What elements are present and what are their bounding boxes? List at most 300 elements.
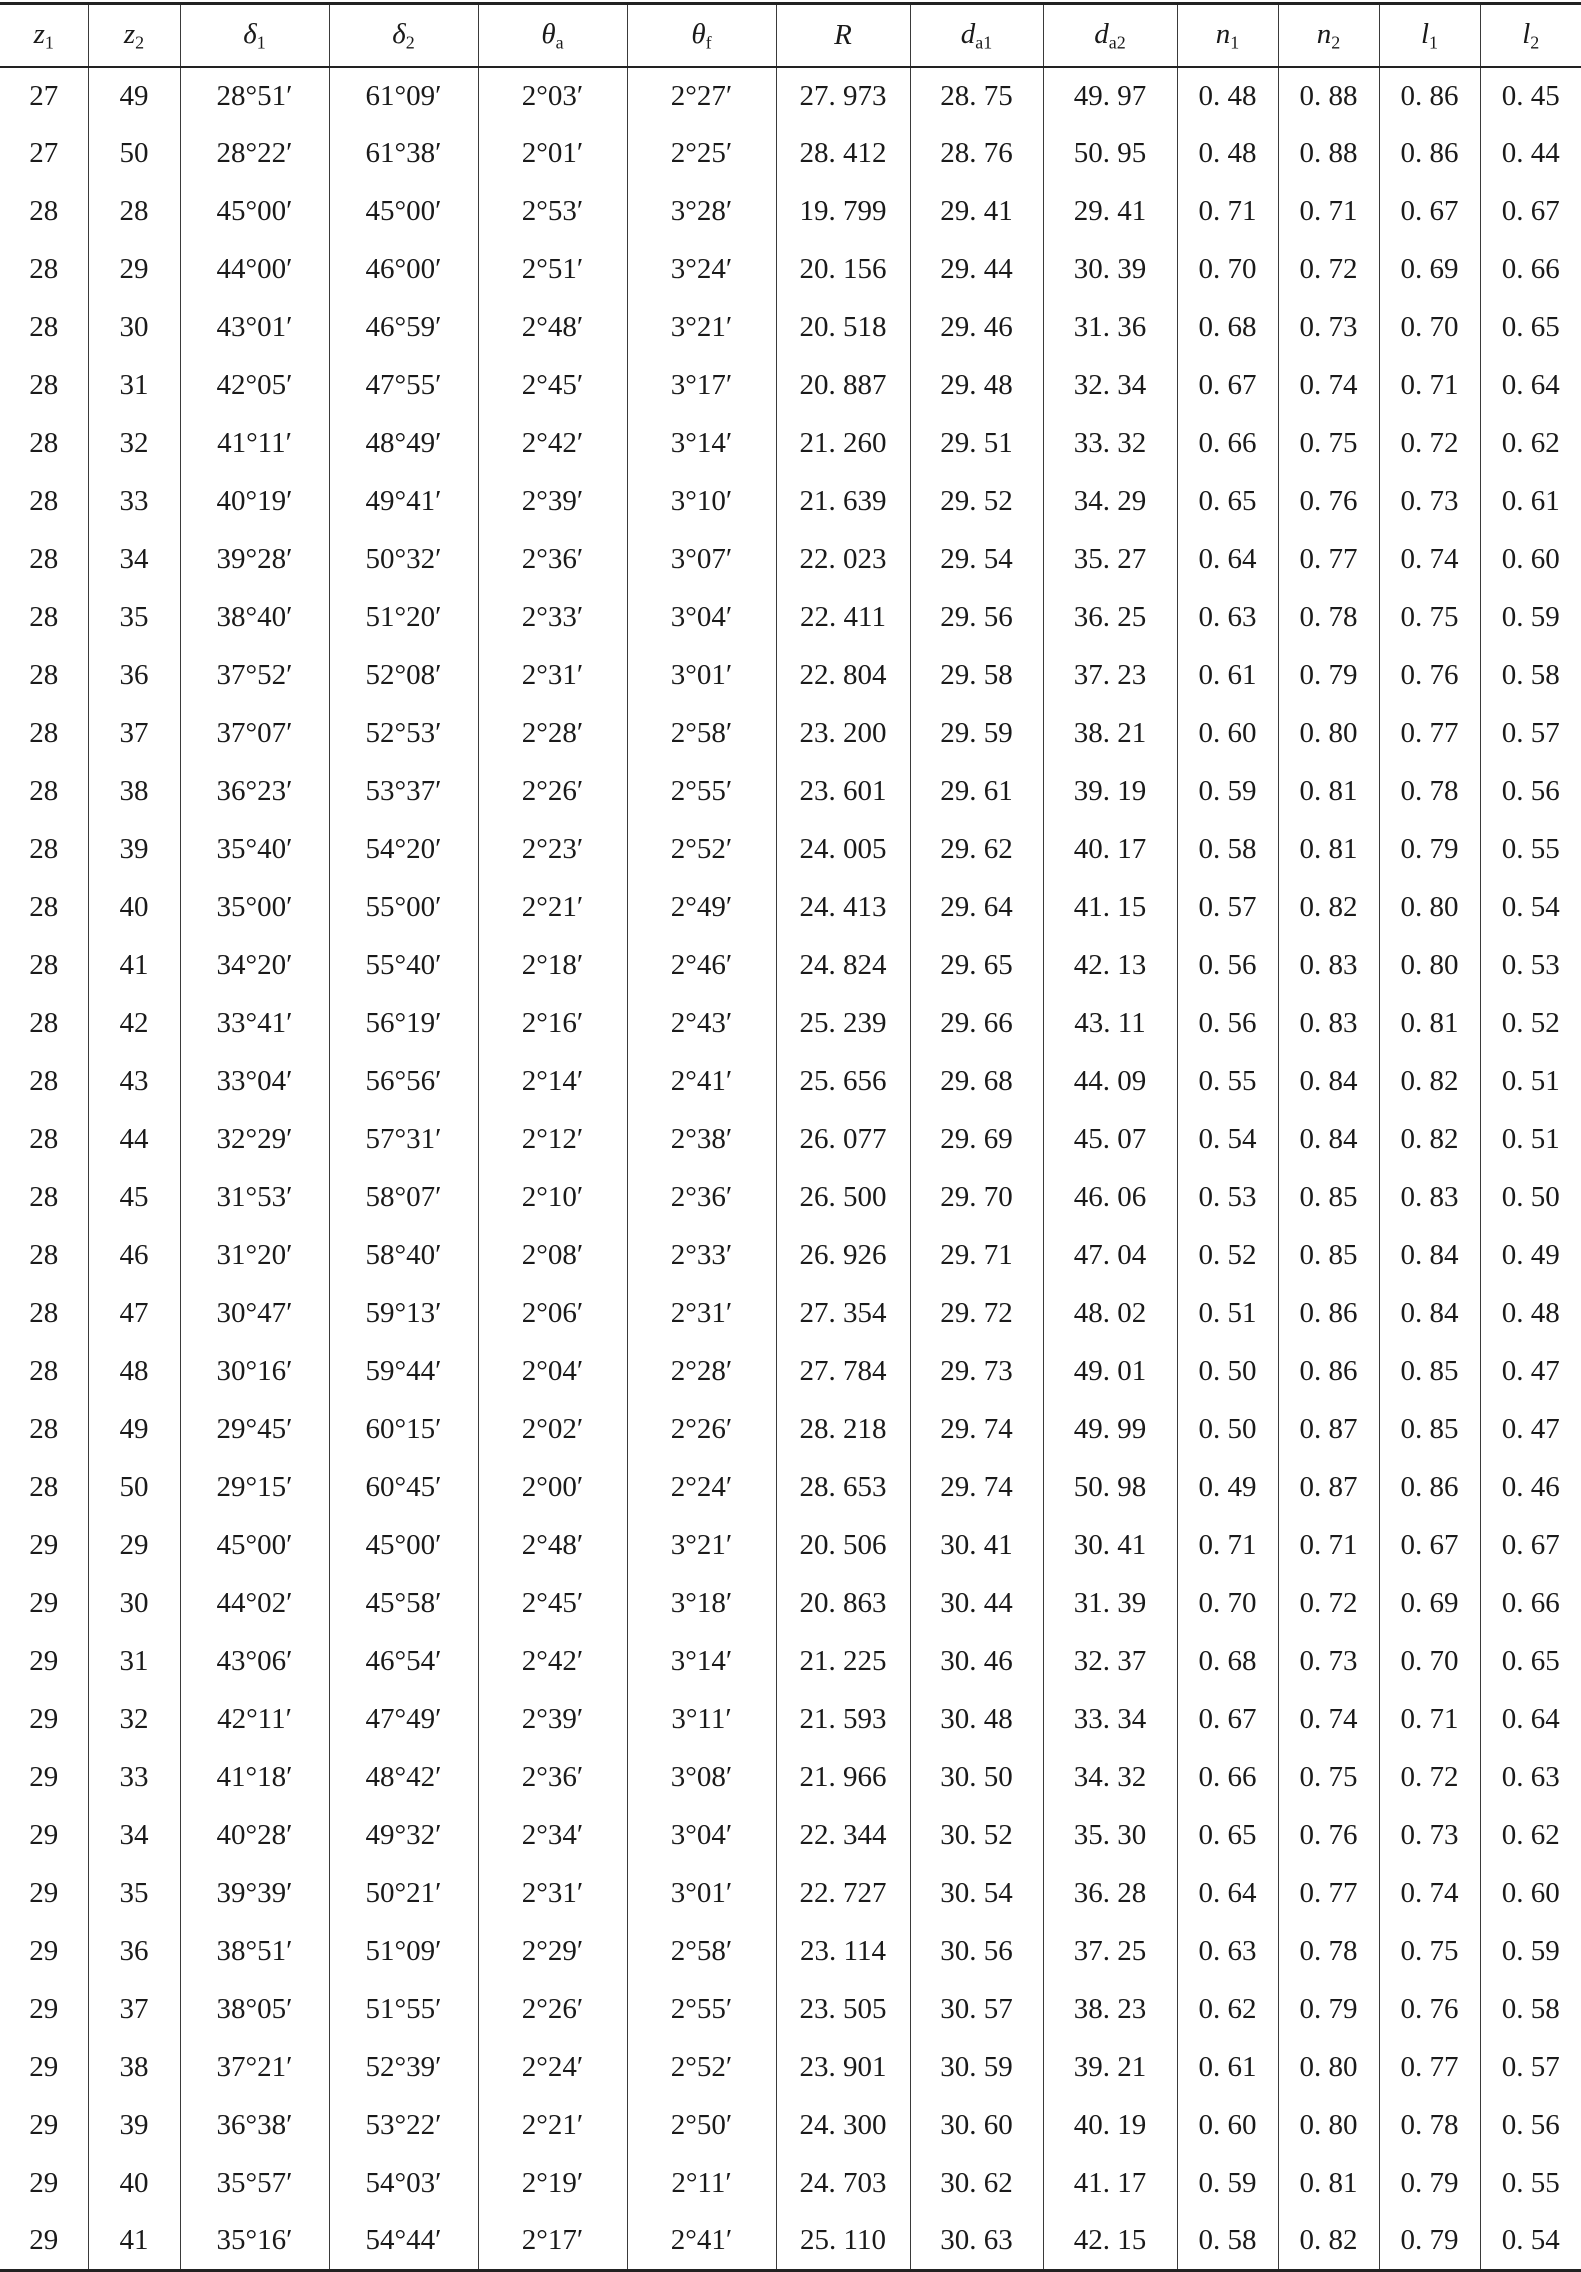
table-cell: 28 (29, 659, 59, 691)
column-symbol: δ (392, 17, 406, 50)
table-cell: 27 (29, 79, 59, 112)
table-cell: 52°39′ (329, 2039, 478, 2097)
column-symbol: d (1094, 17, 1109, 50)
table-cell: 0. 59 (1177, 763, 1278, 821)
table-cell: 0. 83 (1379, 1169, 1480, 1227)
table-cell: 50 (88, 1459, 180, 1517)
table-cell: 0. 85 (1278, 1227, 1379, 1285)
table-cell: 2°26′ (627, 1401, 776, 1459)
table-cell: 29. 71 (910, 1227, 1043, 1285)
table-cell: 0. 51 (1177, 1285, 1278, 1343)
table-cell: 30. 41 (1043, 1517, 1177, 1575)
table-cell: 29 (29, 1935, 59, 1967)
table-cell: 3°24′ (627, 241, 776, 299)
column-subscript: a (555, 31, 564, 52)
table-cell: 2°21′ (478, 879, 627, 937)
table-cell: 23. 114 (776, 1923, 910, 1981)
table-cell: 30 (88, 299, 180, 357)
table-cell: 38 (88, 763, 180, 821)
table-cell: 0. 58 (1480, 647, 1581, 705)
table-cell: 42°11′ (180, 1691, 329, 1749)
table-cell: 0. 88 (1278, 67, 1379, 125)
table-cell: 0. 56 (1177, 995, 1278, 1053)
column-symbol: z (33, 17, 45, 50)
table-cell: 2°39′ (478, 1691, 627, 1749)
table-cell: 2°55′ (627, 763, 776, 821)
table-cell: 0. 55 (1480, 821, 1581, 879)
table-cell: 3°04′ (627, 589, 776, 647)
table-cell: 2°58′ (627, 705, 776, 763)
table-row (0, 299, 1581, 357)
table-cell: 25. 239 (776, 995, 910, 1053)
table-row (0, 2213, 1581, 2271)
table-cell: 48. 02 (1043, 1285, 1177, 1343)
table-cell: 44 (88, 1111, 180, 1169)
table-cell: 0. 85 (1379, 1343, 1480, 1401)
table-cell: 21. 260 (776, 415, 910, 473)
table-cell: 39°28′ (180, 531, 329, 589)
table-cell: 0. 71 (1278, 1517, 1379, 1575)
table-cell: 0. 77 (1379, 705, 1480, 763)
table-cell: 3°10′ (627, 473, 776, 531)
table-cell: 35 (88, 589, 180, 647)
table-cell: 47 (88, 1285, 180, 1343)
table-cell: 2°39′ (478, 473, 627, 531)
table-cell: 0. 73 (1278, 299, 1379, 357)
table-row (0, 1459, 1581, 1517)
table-row (0, 647, 1581, 705)
table-cell: 49. 99 (1043, 1401, 1177, 1459)
table-cell: 0. 71 (1177, 183, 1278, 241)
table-cell: 50°21′ (329, 1865, 478, 1923)
table-cell: 29 (29, 2051, 59, 2083)
table-cell: 0. 64 (1177, 1865, 1278, 1923)
column-header (478, 4, 627, 67)
table-cell: 24. 300 (776, 2097, 910, 2155)
table-cell: 29. 65 (910, 937, 1043, 995)
table-cell: 0. 53 (1480, 937, 1581, 995)
table-cell: 0. 84 (1379, 1227, 1480, 1285)
table-cell: 54°03′ (329, 2155, 478, 2213)
table-cell: 58°07′ (329, 1169, 478, 1227)
table-row (0, 1923, 1581, 1981)
table-cell: 40 (88, 879, 180, 937)
table-cell: 31 (88, 1633, 180, 1691)
table-cell: 3°08′ (627, 1749, 776, 1807)
table-cell: 35. 30 (1043, 1807, 1177, 1865)
table-cell: 27 (29, 137, 59, 169)
table-cell: 0. 46 (1480, 1459, 1581, 1517)
table-cell: 29. 66 (910, 995, 1043, 1053)
table-row (0, 473, 1581, 531)
table-cell: 0. 71 (1379, 1691, 1480, 1749)
table-cell: 45°00′ (180, 1517, 329, 1575)
table-cell: 0. 80 (1379, 937, 1480, 995)
column-subscript: 2 (1331, 31, 1341, 52)
table-cell: 0. 48 (1177, 67, 1278, 125)
table-cell: 28 (29, 833, 59, 865)
table-cell: 23. 505 (776, 1981, 910, 2039)
table-row (0, 125, 1581, 183)
table-cell: 0. 76 (1278, 473, 1379, 531)
table-cell: 0. 63 (1480, 1749, 1581, 1807)
table-cell: 0. 49 (1177, 1459, 1278, 1517)
table-cell: 43°01′ (180, 299, 329, 357)
table-cell: 22. 023 (776, 531, 910, 589)
table-cell: 0. 70 (1177, 241, 1278, 299)
table-cell: 0. 73 (1379, 1807, 1480, 1865)
table-cell: 2°58′ (627, 1923, 776, 1981)
table-cell: 0. 86 (1379, 125, 1480, 183)
table-cell: 3°01′ (627, 647, 776, 705)
table-cell: 30. 59 (910, 2039, 1043, 2097)
table-cell: 0. 70 (1177, 1575, 1278, 1633)
table-cell: 39 (88, 821, 180, 879)
table-cell: 0. 73 (1379, 473, 1480, 531)
table-cell: 42. 13 (1043, 937, 1177, 995)
column-header (0, 4, 88, 67)
table-cell: 30. 60 (910, 2097, 1043, 2155)
table-cell: 0. 74 (1278, 357, 1379, 415)
table-cell: 25. 656 (776, 1053, 910, 1111)
column-symbol: l (1420, 17, 1430, 50)
table-cell: 20. 887 (776, 357, 910, 415)
table-cell: 55°40′ (329, 937, 478, 995)
table-cell: 25. 110 (776, 2213, 910, 2271)
table-row (0, 241, 1581, 299)
table-cell: 2°00′ (478, 1459, 627, 1517)
table-cell: 0. 71 (1379, 357, 1480, 415)
table-cell: 0. 80 (1278, 2097, 1379, 2155)
table-cell: 0. 59 (1177, 2155, 1278, 2213)
table-row (0, 879, 1581, 937)
table-cell: 0. 65 (1177, 473, 1278, 531)
table-cell: 40°19′ (180, 473, 329, 531)
table-cell: 34°20′ (180, 937, 329, 995)
table-cell: 0. 75 (1379, 589, 1480, 647)
table-cell: 32°29′ (180, 1111, 329, 1169)
table-cell: 33°41′ (180, 995, 329, 1053)
table-cell: 40 (88, 2155, 180, 2213)
table-cell: 38°05′ (180, 1981, 329, 2039)
table-cell: 60°45′ (329, 1459, 478, 1517)
table-cell: 28 (29, 1123, 59, 1155)
table-cell: 0. 67 (1177, 357, 1278, 415)
table-cell: 0. 70 (1379, 1633, 1480, 1691)
table-cell: 39 (88, 2097, 180, 2155)
table-cell: 2°45′ (478, 1575, 627, 1633)
table-cell: 0. 85 (1379, 1401, 1480, 1459)
table-cell: 2°04′ (478, 1343, 627, 1401)
table-cell: 0. 81 (1278, 2155, 1379, 2213)
table-cell: 0. 57 (1480, 2039, 1581, 2097)
table-cell: 29 (29, 2109, 59, 2141)
table-cell: 2°36′ (478, 1749, 627, 1807)
table-cell: 24. 703 (776, 2155, 910, 2213)
table-cell: 39. 21 (1043, 2039, 1177, 2097)
table-cell: 29 (0, 2213, 88, 2271)
table-cell: 0. 65 (1177, 1807, 1278, 1865)
table-cell: 31 (88, 357, 180, 415)
table-cell: 37°07′ (180, 705, 329, 763)
table-cell: 0. 82 (1379, 1053, 1480, 1111)
column-subscript: 1 (44, 31, 54, 52)
table-cell: 2°52′ (627, 2039, 776, 2097)
table-cell: 28. 412 (776, 125, 910, 183)
table-cell: 30. 54 (910, 1865, 1043, 1923)
table-cell: 48°42′ (329, 1749, 478, 1807)
column-symbol: R (834, 18, 852, 51)
table-cell: 2°01′ (478, 125, 627, 183)
table-cell: 3°14′ (627, 415, 776, 473)
table-cell: 36 (88, 1923, 180, 1981)
table-cell: 50. 98 (1043, 1459, 1177, 1517)
table-cell: 2°17′ (478, 2213, 627, 2271)
table-cell: 22. 344 (776, 1807, 910, 1865)
table-cell: 0. 63 (1177, 1923, 1278, 1981)
table-cell: 61°38′ (329, 125, 478, 183)
table-cell: 32. 34 (1043, 357, 1177, 415)
table-cell: 0. 77 (1278, 1865, 1379, 1923)
table-cell: 53°37′ (329, 763, 478, 821)
table-cell: 0. 58 (1177, 2213, 1278, 2271)
table-cell: 34. 29 (1043, 473, 1177, 531)
table-cell: 29. 68 (910, 1053, 1043, 1111)
table-cell: 46 (88, 1227, 180, 1285)
column-symbol: n (1215, 17, 1231, 50)
column-symbol: θ (541, 17, 556, 50)
table-cell: 46°00′ (329, 241, 478, 299)
table-cell: 0. 82 (1278, 879, 1379, 937)
table-cell: 0. 66 (1480, 241, 1581, 299)
table-cell: 19. 799 (776, 183, 910, 241)
table-cell: 34 (88, 1807, 180, 1865)
table-cell: 45°58′ (329, 1575, 478, 1633)
table-cell: 0. 81 (1278, 763, 1379, 821)
table-cell: 0. 87 (1278, 1401, 1379, 1459)
table-cell: 0. 53 (1177, 1169, 1278, 1227)
table-cell: 49°32′ (329, 1807, 478, 1865)
table-cell: 3°17′ (627, 357, 776, 415)
table-cell: 0. 83 (1278, 937, 1379, 995)
table-cell: 48 (88, 1343, 180, 1401)
table-cell: 33. 32 (1043, 415, 1177, 473)
table-cell: 2°02′ (478, 1401, 627, 1459)
table-cell: 29. 74 (910, 1459, 1043, 1517)
column-subscript: f (705, 31, 712, 52)
table-cell: 50 (88, 125, 180, 183)
table-header (0, 4, 1581, 67)
table-cell: 49. 01 (1043, 1343, 1177, 1401)
table-cell: 2°53′ (478, 183, 627, 241)
table-cell: 2°55′ (627, 1981, 776, 2039)
table-cell: 45°00′ (329, 183, 478, 241)
table-cell: 35 (88, 1865, 180, 1923)
table-cell: 24. 824 (776, 937, 910, 995)
table-cell: 0. 76 (1278, 1807, 1379, 1865)
table-cell: 28 (29, 891, 59, 923)
table-cell: 28 (29, 1239, 59, 1271)
table-cell: 48°49′ (329, 415, 478, 473)
column-header (1043, 4, 1177, 67)
table-cell: 33 (88, 1749, 180, 1807)
table-cell: 0. 79 (1278, 647, 1379, 705)
table-cell: 37 (88, 1981, 180, 2039)
table-cell: 41. 15 (1043, 879, 1177, 937)
table-cell: 28 (29, 717, 59, 749)
table-cell: 0. 74 (1379, 531, 1480, 589)
table-row (0, 821, 1581, 879)
table-cell: 2°03′ (478, 67, 627, 125)
table-row (0, 1633, 1581, 1691)
table-row (0, 1691, 1581, 1749)
table-cell: 22. 411 (776, 589, 910, 647)
table-cell: 49. 97 (1043, 67, 1177, 125)
table-cell: 2°08′ (478, 1227, 627, 1285)
table-cell: 0. 59 (1480, 589, 1581, 647)
table-cell: 39°39′ (180, 1865, 329, 1923)
table-cell: 26. 077 (776, 1111, 910, 1169)
table-cell: 44°00′ (180, 241, 329, 299)
table-cell: 3°28′ (627, 183, 776, 241)
column-symbol: d (960, 17, 976, 50)
table-cell: 28 (29, 369, 59, 401)
table-cell: 0. 80 (1379, 879, 1480, 937)
table-cell: 29 (88, 1517, 180, 1575)
table-cell: 0. 81 (1278, 821, 1379, 879)
table-cell: 3°21′ (627, 299, 776, 357)
table-cell: 38 (88, 2039, 180, 2097)
table-cell: 28. 76 (910, 125, 1043, 183)
table-cell: 0. 50 (1177, 1343, 1278, 1401)
table-cell: 35°00′ (180, 879, 329, 937)
table-cell: 37°21′ (180, 2039, 329, 2097)
table-cell: 49 (88, 1401, 180, 1459)
table-cell: 56°19′ (329, 995, 478, 1053)
table-cell: 38°51′ (180, 1923, 329, 1981)
table-cell: 0. 76 (1379, 647, 1480, 705)
table-cell: 28. 218 (776, 1401, 910, 1459)
table-cell: 43. 11 (1043, 995, 1177, 1053)
table-cell: 28 (29, 1355, 59, 1387)
column-header (180, 4, 329, 67)
table-cell: 22. 727 (776, 1865, 910, 1923)
table-cell: 41 (88, 937, 180, 995)
table-cell: 0. 58 (1177, 821, 1278, 879)
table-cell: 36 (88, 647, 180, 705)
column-symbol: n (1316, 17, 1332, 50)
table-cell: 0. 62 (1480, 1807, 1581, 1865)
table-cell: 28 (29, 601, 59, 633)
table-row (0, 1575, 1581, 1633)
table-cell: 59°13′ (329, 1285, 478, 1343)
table-cell: 0. 66 (1480, 1575, 1581, 1633)
table-cell: 2°33′ (478, 589, 627, 647)
table-cell: 29 (29, 1761, 59, 1793)
table-cell: 28 (29, 253, 59, 285)
table-cell: 2°38′ (627, 1111, 776, 1169)
table-cell: 2°34′ (478, 1807, 627, 1865)
table-row (0, 589, 1581, 647)
table-cell: 29 (29, 1645, 59, 1677)
table-cell: 29°45′ (180, 1401, 329, 1459)
table-cell: 45°00′ (329, 1517, 478, 1575)
table-cell: 0. 72 (1278, 241, 1379, 299)
table-cell: 0. 60 (1177, 705, 1278, 763)
table-cell: 0. 50 (1177, 1401, 1278, 1459)
table-row (0, 1807, 1581, 1865)
gear-parameter-table (0, 2, 1581, 2272)
table-cell: 26. 926 (776, 1227, 910, 1285)
table-cell: 29°15′ (180, 1459, 329, 1517)
column-symbol: δ (243, 17, 257, 50)
table-cell: 2°18′ (478, 937, 627, 995)
table-cell: 29. 58 (910, 647, 1043, 705)
table-cell: 2°41′ (627, 2213, 776, 2271)
table-cell: 33. 34 (1043, 1691, 1177, 1749)
table-cell: 43°06′ (180, 1633, 329, 1691)
table-cell: 0. 74 (1278, 1691, 1379, 1749)
table-cell: 0. 72 (1278, 1575, 1379, 1633)
table-cell: 2°11′ (627, 2155, 776, 2213)
table-cell: 0. 58 (1480, 1981, 1581, 2039)
column-subscript: a1 (975, 31, 993, 52)
table-cell: 0. 82 (1278, 2213, 1379, 2271)
table-cell: 49°41′ (329, 473, 478, 531)
table-row (0, 357, 1581, 415)
table-cell: 37°52′ (180, 647, 329, 705)
table-cell: 0. 84 (1278, 1111, 1379, 1169)
table-cell: 37 (88, 705, 180, 763)
table-cell: 28 (29, 427, 59, 459)
table-cell: 29 (29, 1993, 59, 2025)
table-row (0, 1169, 1581, 1227)
column-subscript: 2 (135, 31, 145, 52)
table-cell: 30. 39 (1043, 241, 1177, 299)
table-cell: 46. 06 (1043, 1169, 1177, 1227)
table-cell: 0. 60 (1480, 1865, 1581, 1923)
column-subscript: 1 (256, 31, 266, 52)
table-cell: 30°16′ (180, 1343, 329, 1401)
table-cell: 45 (88, 1169, 180, 1227)
table-cell: 0. 66 (1177, 415, 1278, 473)
table-cell: 0. 86 (1379, 1459, 1480, 1517)
table-cell: 30. 48 (910, 1691, 1043, 1749)
table-cell: 24. 005 (776, 821, 910, 879)
table-cell: 28 (29, 1065, 59, 1097)
table-cell: 0. 78 (1379, 763, 1480, 821)
table-cell: 2°46′ (627, 937, 776, 995)
table-cell: 0. 65 (1480, 299, 1581, 357)
table-cell: 41°11′ (180, 415, 329, 473)
table-cell: 30. 63 (910, 2213, 1043, 2271)
header-row (0, 4, 1581, 67)
table-cell: 22. 804 (776, 647, 910, 705)
table-cell: 28 (29, 485, 59, 517)
table-cell: 30. 46 (910, 1633, 1043, 1691)
table-cell: 2°26′ (478, 1981, 627, 2039)
table-cell: 38. 23 (1043, 1981, 1177, 2039)
table-cell: 59°44′ (329, 1343, 478, 1401)
table-cell: 31°20′ (180, 1227, 329, 1285)
table-cell: 47°49′ (329, 1691, 478, 1749)
table-cell: 30°47′ (180, 1285, 329, 1343)
table-cell: 0. 72 (1379, 415, 1480, 473)
table-cell: 38. 21 (1043, 705, 1177, 763)
table-cell: 45. 07 (1043, 1111, 1177, 1169)
table-cell: 29 (29, 1587, 59, 1619)
table-cell: 0. 82 (1379, 1111, 1480, 1169)
